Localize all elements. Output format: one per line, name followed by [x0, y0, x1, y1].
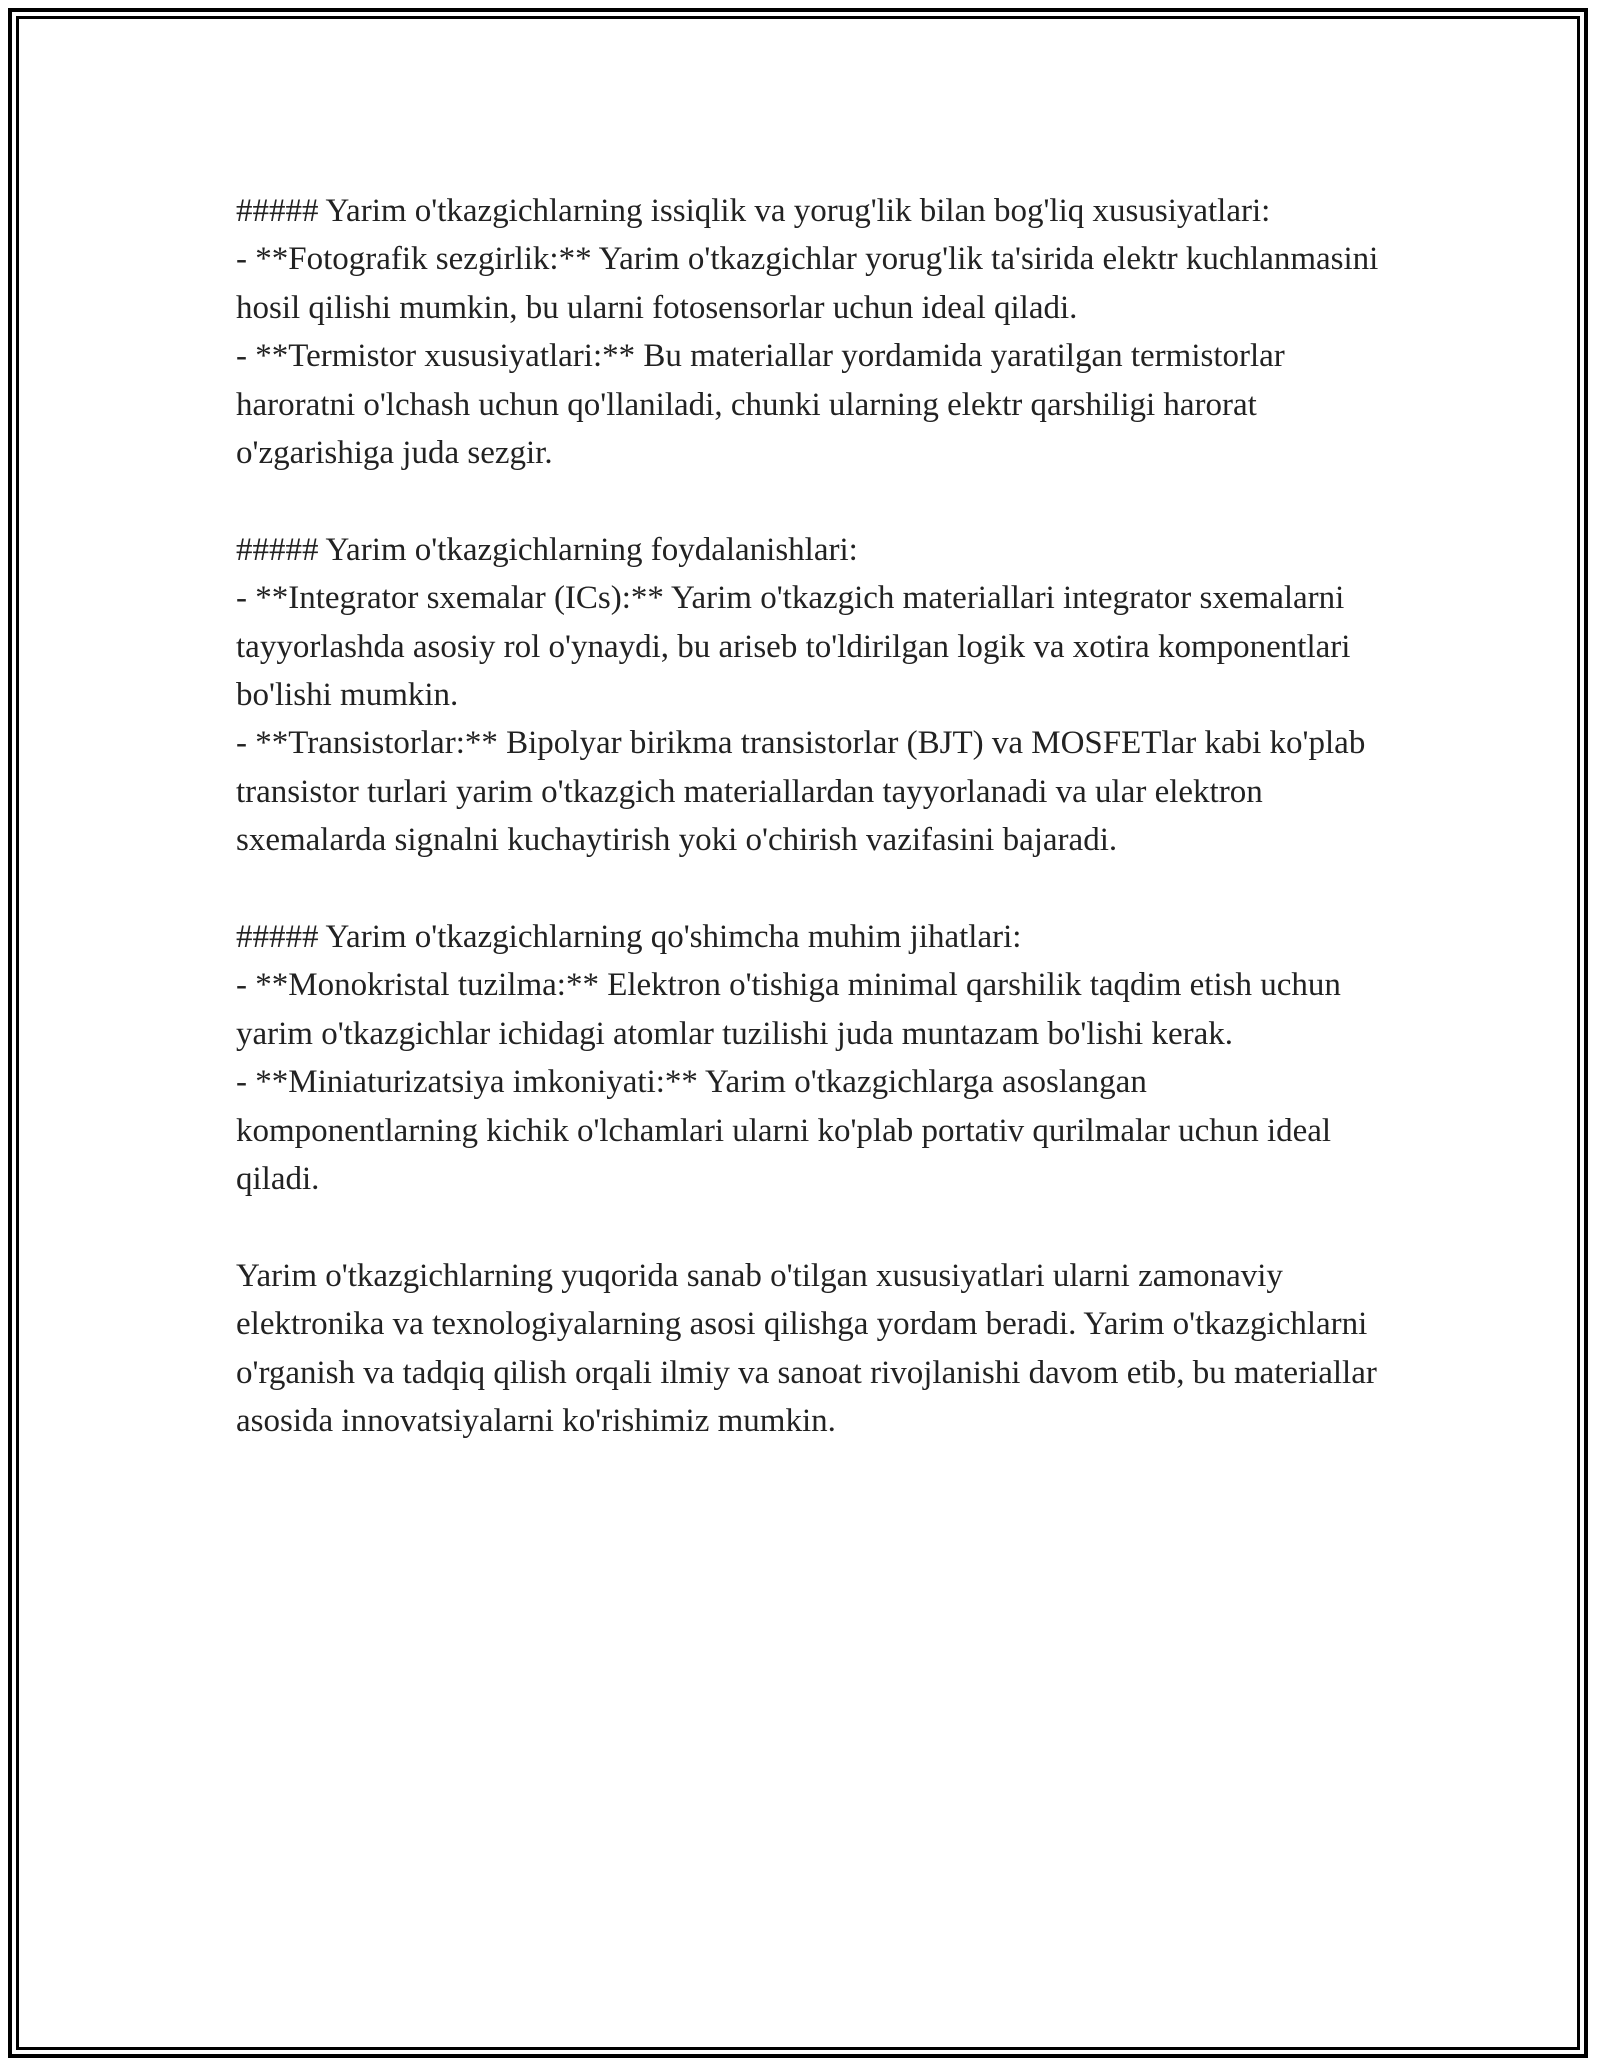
section-heading: ##### Yarim o'tkazgichlarning foydalanishlari:: [236, 531, 858, 568]
list-item: - **Miniaturizatsiya imkoniyati:** Yarim o'tkazgichlarga asoslangan komponentlarning kichik o'lchamlari ularni ko'plab portativ qurilmalar uchun ideal qiladi.: [236, 1064, 1340, 1198]
section-additional-aspects: [236, 913, 1386, 1203]
section-conclusion: [236, 1252, 1386, 1446]
list-item: - **Integrator sxemalar (ICs):** Yarim o'tkazgich materiallari integrator sxemalarni tayyorlashda asosiy rol o'ynaydi, bu ariseb to'ldirilgan logik va xotira komponentlari bo'lishi mumkin.: [236, 580, 1359, 714]
list-item: - **Termistor xususiyatlari:** Bu materiallar yordamida yaratilgan termistorlar haroratni o'lchash uchun qo'llaniladi, chunki ularning elektr qarshiligi harorat o'zgarishiga juda sezgir.: [236, 338, 1294, 472]
list-item: - **Transistorlar:** Bipolyar birikma transistorlar (BJT) va MOSFETlar kabi ko'plab transistor turlari yarim o'tkazgich materiallardan tayyorlanadi va ular elektron sxemalarda signalni kuchaytirish yoki o'chirish vazifasini bajaradi.: [236, 725, 1374, 859]
section-heading: ##### Yarim o'tkazgichlarning issiqlik va yorug'lik bilan bog'liq xususiyatlari:: [236, 193, 1271, 229]
list-item: - **Fotografik sezgirlik:** Yarim o'tkazgichlar yorug'lik ta'sirida elektr kuchlanmasini hosil qilishi mumkin, bu ularni fotosensorlar uchun ideal qiladi.: [236, 241, 1387, 326]
section-heat-light-properties: [236, 187, 1386, 477]
list-item: - **Monokristal tuzilma:** Elektron o'tishiga minimal qarshilik taqdim etish uchun yarim o'tkazgichlar ichidagi atomlar tuzilishi juda muntazam bo'lishi kerak.: [236, 967, 1350, 1052]
conclusion-paragraph: Yarim o'tkazgichlarning yuqorida sanab o'tilgan xususiyatlari ularni zamonaviy elektronika va texnologiyalarning asosi qilishga yordam beradi. Yarim o'tkazgichlarni o'rganish va tadqiq qilish orqali ilmiy va sanoat rivojlanishi davom etib, bu materiallar asosida innovatsiyalarni ko'rishimiz mumkin.: [236, 1257, 1386, 1440]
document-body: [236, 187, 1386, 1494]
section-heading: ##### Yarim o'tkazgichlarning qo'shimcha muhim jihatlari:: [236, 919, 1022, 956]
section-applications: [236, 526, 1386, 865]
